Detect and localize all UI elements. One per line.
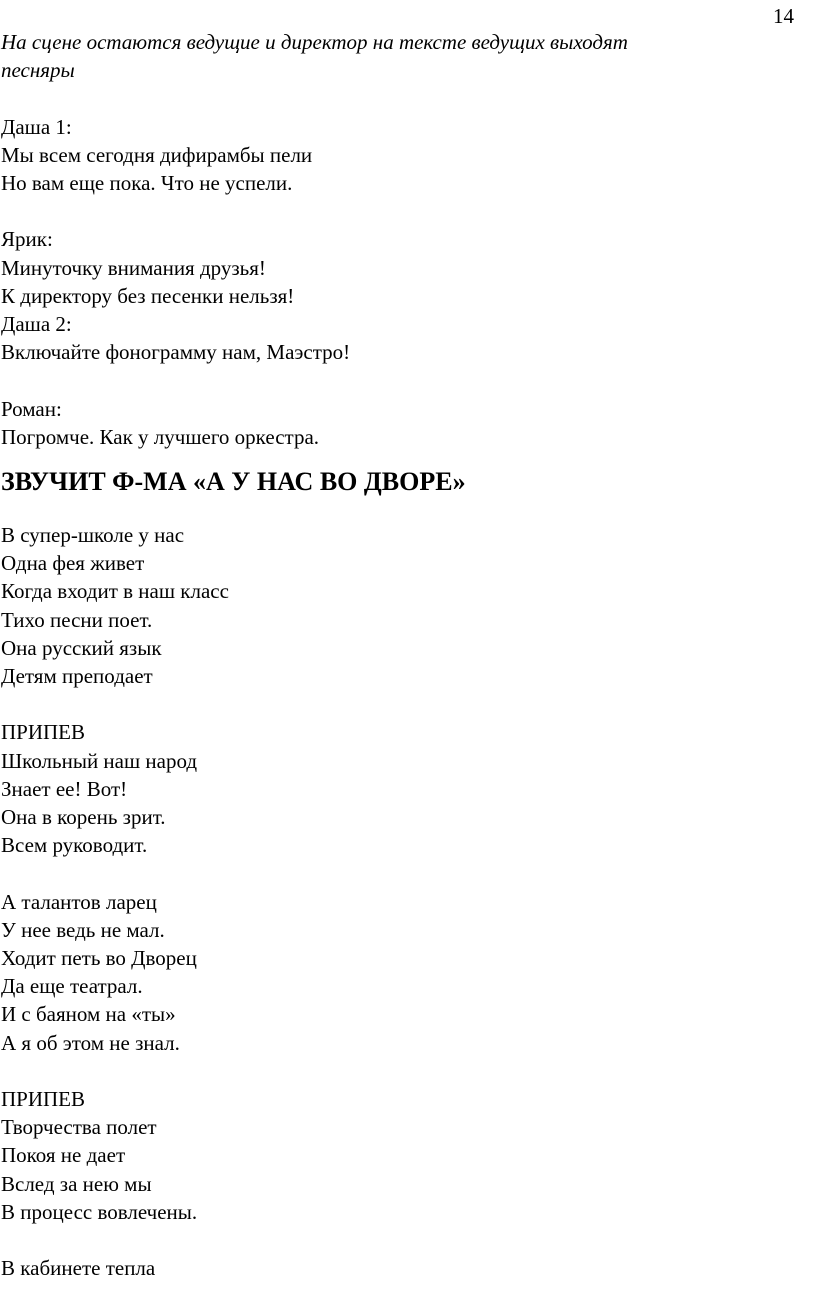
verse-line: Да еще театрал. [1,974,143,999]
chorus-label: ПРИПЕВ [1,720,86,745]
dialogue-line: Погромче. Как у лучшего оркестра. [1,424,320,449]
dialogue-line: Включайте фонограмму нам, Маэстро! [1,340,351,365]
verse-line: Ходит петь во Дворец [1,946,197,971]
speaker-name: Роман: [1,396,62,421]
page-number: 14 [773,4,794,28]
chorus-line: Она в корень зрит. [1,805,166,830]
blank-line [1,84,801,112]
dialogue-block-yarik [1,225,801,310]
chorus-line: Покоя не дает [1,1143,126,1168]
verse-line: Когда входит в наш класс [1,579,229,604]
dialogue-block-dasha-2 [1,310,801,366]
verse-3 [1,1254,801,1282]
stage-direction-line: На сцене остаются ведущие и директор на тексте ведущих выходят [1,30,628,54]
chorus-2 [1,1085,801,1226]
verse-1 [1,521,801,690]
speaker-name: Даша 2: [1,312,72,336]
blank-line [1,690,801,718]
speaker-name: Даша 1: [1,114,72,139]
blank-line [1,1226,801,1254]
blank-line [1,366,801,394]
verse-line: И с баяном на «ты» [1,1002,176,1027]
stage-direction [1,28,801,84]
verse-line: Она русский язык [1,635,162,660]
verse-line: А я об этом не знал. [1,1030,180,1055]
verse-line: В супер-школе у нас [1,523,185,547]
chorus-line: Всем руководит. [1,833,148,858]
chorus-line: В процесс вовлечены. [1,1199,198,1224]
speaker-name: Ярик: [1,227,53,252]
verse-line: В кабинете тепла [1,1256,156,1281]
chorus-line: Школьный наш народ [1,748,198,773]
chorus-1 [1,718,801,859]
dialogue-block-roman [1,395,801,451]
verse-line: А талантов ларец [1,889,157,914]
dialogue-line: Мы всем сегодня дифирамбы пели [1,142,313,167]
dialogue-block-dasha-1 [1,113,801,198]
chorus-label: ПРИПЕВ [1,1087,86,1112]
blank-line [1,859,801,887]
verse-2 [1,888,801,1057]
dialogue-line: Но вам еще пока. Что не успели. [1,171,293,195]
stage-direction-line: песняры [1,58,75,83]
document-body [1,28,801,1282]
chorus-line: Творчества полет [1,1115,157,1140]
verse-line: У нее ведь не мал. [1,917,165,942]
verse-line: Одна фея живет [1,551,145,576]
dialogue-line: К директору без песенки нельзя! [1,283,295,308]
chorus-line: Вслед за нею мы [1,1171,152,1196]
blank-line [1,1057,801,1085]
song-heading: ЗВУЧИТ Ф-МА «А У НАС ВО ДВОРЕ» [1,467,466,496]
blank-line [1,197,801,225]
dialogue-line: Минуточку внимания друзья! [1,255,266,280]
verse-line: Тихо песни поет. [1,607,153,632]
verse-line: Детям преподает [1,664,153,689]
chorus-line: Знает ее! Вот! [1,776,128,801]
